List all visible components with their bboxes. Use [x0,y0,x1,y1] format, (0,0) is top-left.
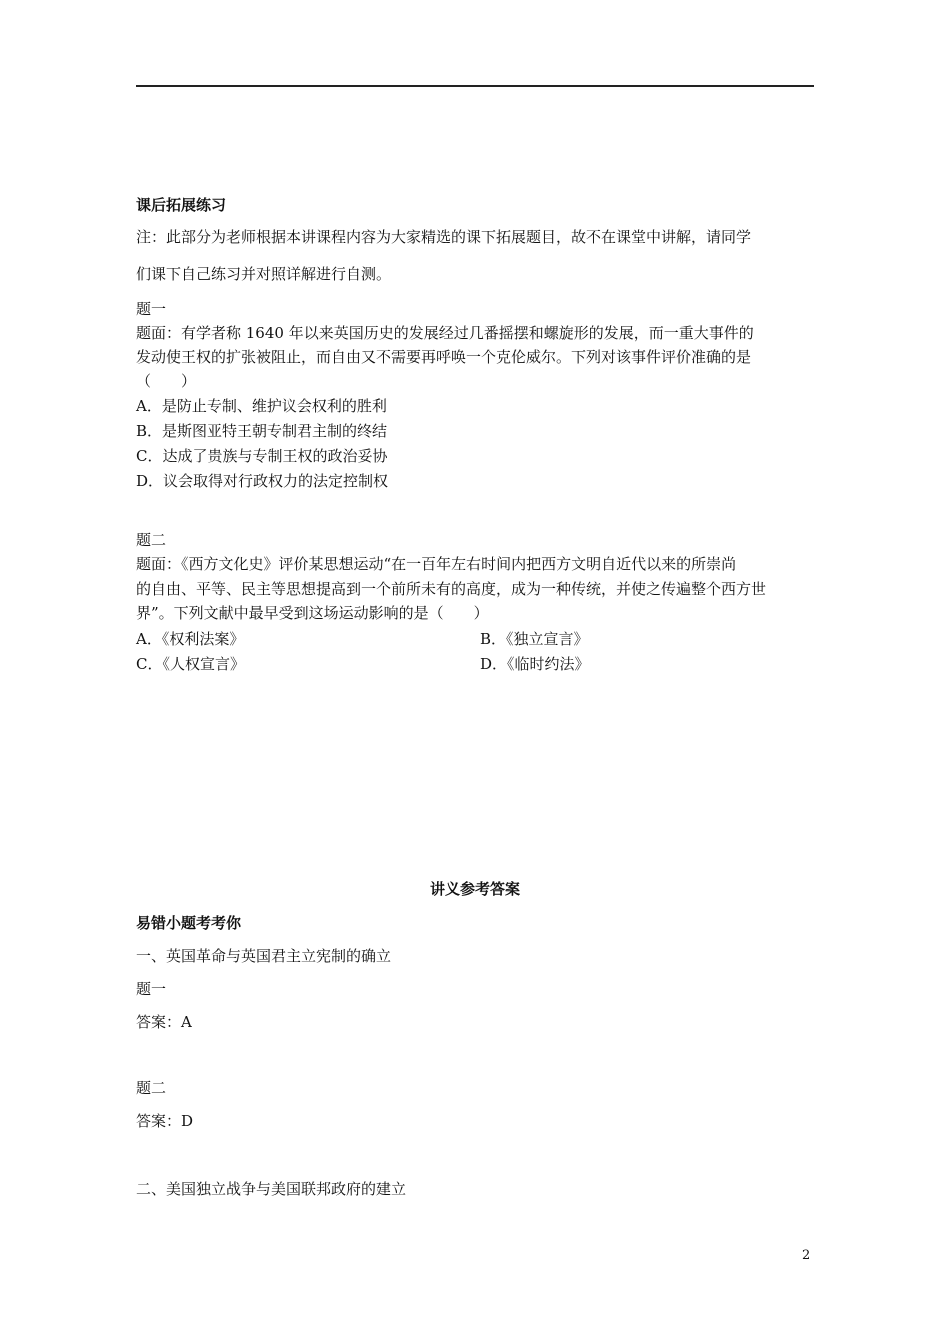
q2-option-a: A．《权利法案》 [136,630,245,648]
answers-subheading: 易错小题考考你 [136,914,242,932]
answers-s1-q2-title: 题二 [136,1079,167,1097]
practice-note-line-2: 们课下自己练习并对照详解进行自测。 [136,265,392,283]
q2-stem-line-2: 的自由、平等、民主等思想提高到一个前所未有的高度，成为一种传统，并使之传遍整个西方世 [136,580,767,598]
q1-option-d: D．议会取得对行政权力的法定控制权 [136,472,389,490]
q1-stem-line-1: 题面：有学者称 1640 年以来英国历史的发展经过几番摇摆和螺旋形的发展，而一重大事件的 [136,324,754,342]
q2-option-b: B．《独立宣言》 [480,630,589,648]
answers-section-1: 一、英国革命与英国君主立宪制的确立 [136,947,392,965]
q2-stem-line-3: 界”。下列文献中最早受到这场运动影响的是（ ） [136,604,489,622]
answers-s1-q2-answer: 答案：D [136,1112,194,1130]
q2-stem-line-1: 题面：《西方文化史》评价某思想运动“在一百年左右时间内把西方文明自近代以来的所崇尚 [136,555,737,573]
answers-section-2: 二、美国独立战争与美国联邦政府的建立 [136,1180,407,1198]
q1-title: 题一 [136,300,167,318]
answers-s1-q1-title: 题一 [136,980,167,998]
practice-note-line-1: 注：此部分为老师根据本讲课程内容为大家精选的课下拓展题目，故不在课堂中讲解，请同学 [136,228,752,246]
header-rule [136,85,814,87]
q2-title: 题二 [136,531,167,549]
practice-heading: 课后拓展练习 [136,196,227,214]
q1-option-a: A．是防止专制、维护议会权利的胜利 [136,397,387,415]
answers-s1-q1-answer: 答案：A [136,1013,192,1031]
page-number: 2 [802,1248,811,1263]
q2-option-d: D．《临时约法》 [480,655,590,673]
q1-stem-line-2: 发动使王权的扩张被阻止，而自由又不需要再呼唤一个克伦威尔。下列对该事件评价准确的是 [136,348,752,366]
q2-option-c: C．《人权宣言》 [136,655,245,673]
answers-title: 讲义参考答案 [429,880,520,898]
q1-stem-line-3: （ ） [136,372,197,390]
q1-option-b: B．是斯图亚特王朝专制君主制的终结 [136,422,388,440]
q1-option-c: C．达成了贵族与专制王权的政治妥协 [136,447,388,465]
